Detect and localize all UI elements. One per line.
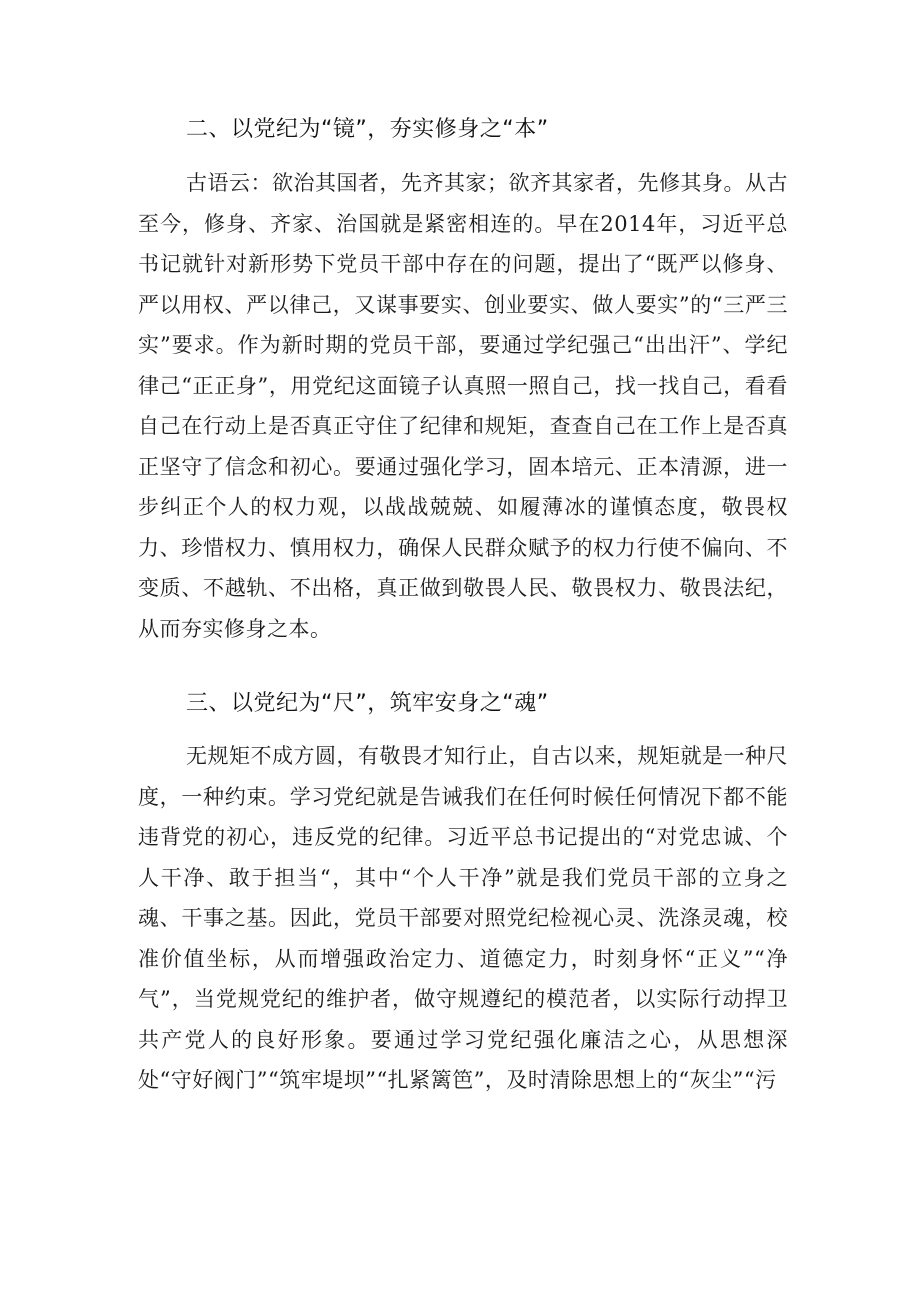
section-paragraph-3: 无规矩不成方圆，有敬畏才知行止，自古以来，规矩就是一种尺度，一种约束。学习党纪就是告诫我们在任何时候任何情况下都不能违背党的初心，违反党的纪律。习近平总书记提出的“对党忠诚、个人干净、敢于担当“，其中“个人干净”就是我们党员干部的立身之魂、干事之基。因此，党员干部要对照党纪检视心灵、洗涤灵魂，校准价值坐标，从而增强政治定力、道德定力，时刻身怀“正义”“净气”，当党规党纪的维护者，做守规遵纪的模范者，以实际行动捍卫共产党人的良好形象。要通过学习党纪强化廉洁之心，从思想深处“守好阀门”“筑牢堤坝”“扎紧篱笆”，及时清除思想上的“灰尘”“污 — [138, 744, 788, 1092]
section-heading-2: 二、以党纪为“镜”，夯实修身之“本” — [186, 117, 549, 142]
section-paragraph-2: 古语云：欲治其国者，先齐其家；欲齐其家者，先修其身。从古至今，修身、齐家、治国就是紧密相连的。早在2014年，习近平总书记就针对新形势下党员干部中存在的问题，提出了“既严以修身、严以用权、严以律己，又谋事要实、创业要实、做人要实”的“三严三实”要求。作为新时期的党员干部，要通过学纪强己“出出汗”、学纪律己“正正身”，用党纪这面镜子认真照一照自己，找一找自己，看看自己在行动上是否真正守住了纪律和规矩，查查自己在工作上是否真正坚守了信念和初心。要通过强化学习，固本培元、正本清源，进一步纠正个人的权力观，以战战兢兢、如履薄冰的谨慎态度，敬畏权力、珍惜权力、慎用权力，确保人民群众赋予的权力行使不偏向、不变质、不越轨、不出格，真正做到敬畏人民、敬畏权力、敬畏法纪，从而夯实修身之本。 — [138, 171, 788, 641]
section-heading-3: 三、以党纪为“尺”，筑牢安身之“魂” — [186, 691, 549, 716]
